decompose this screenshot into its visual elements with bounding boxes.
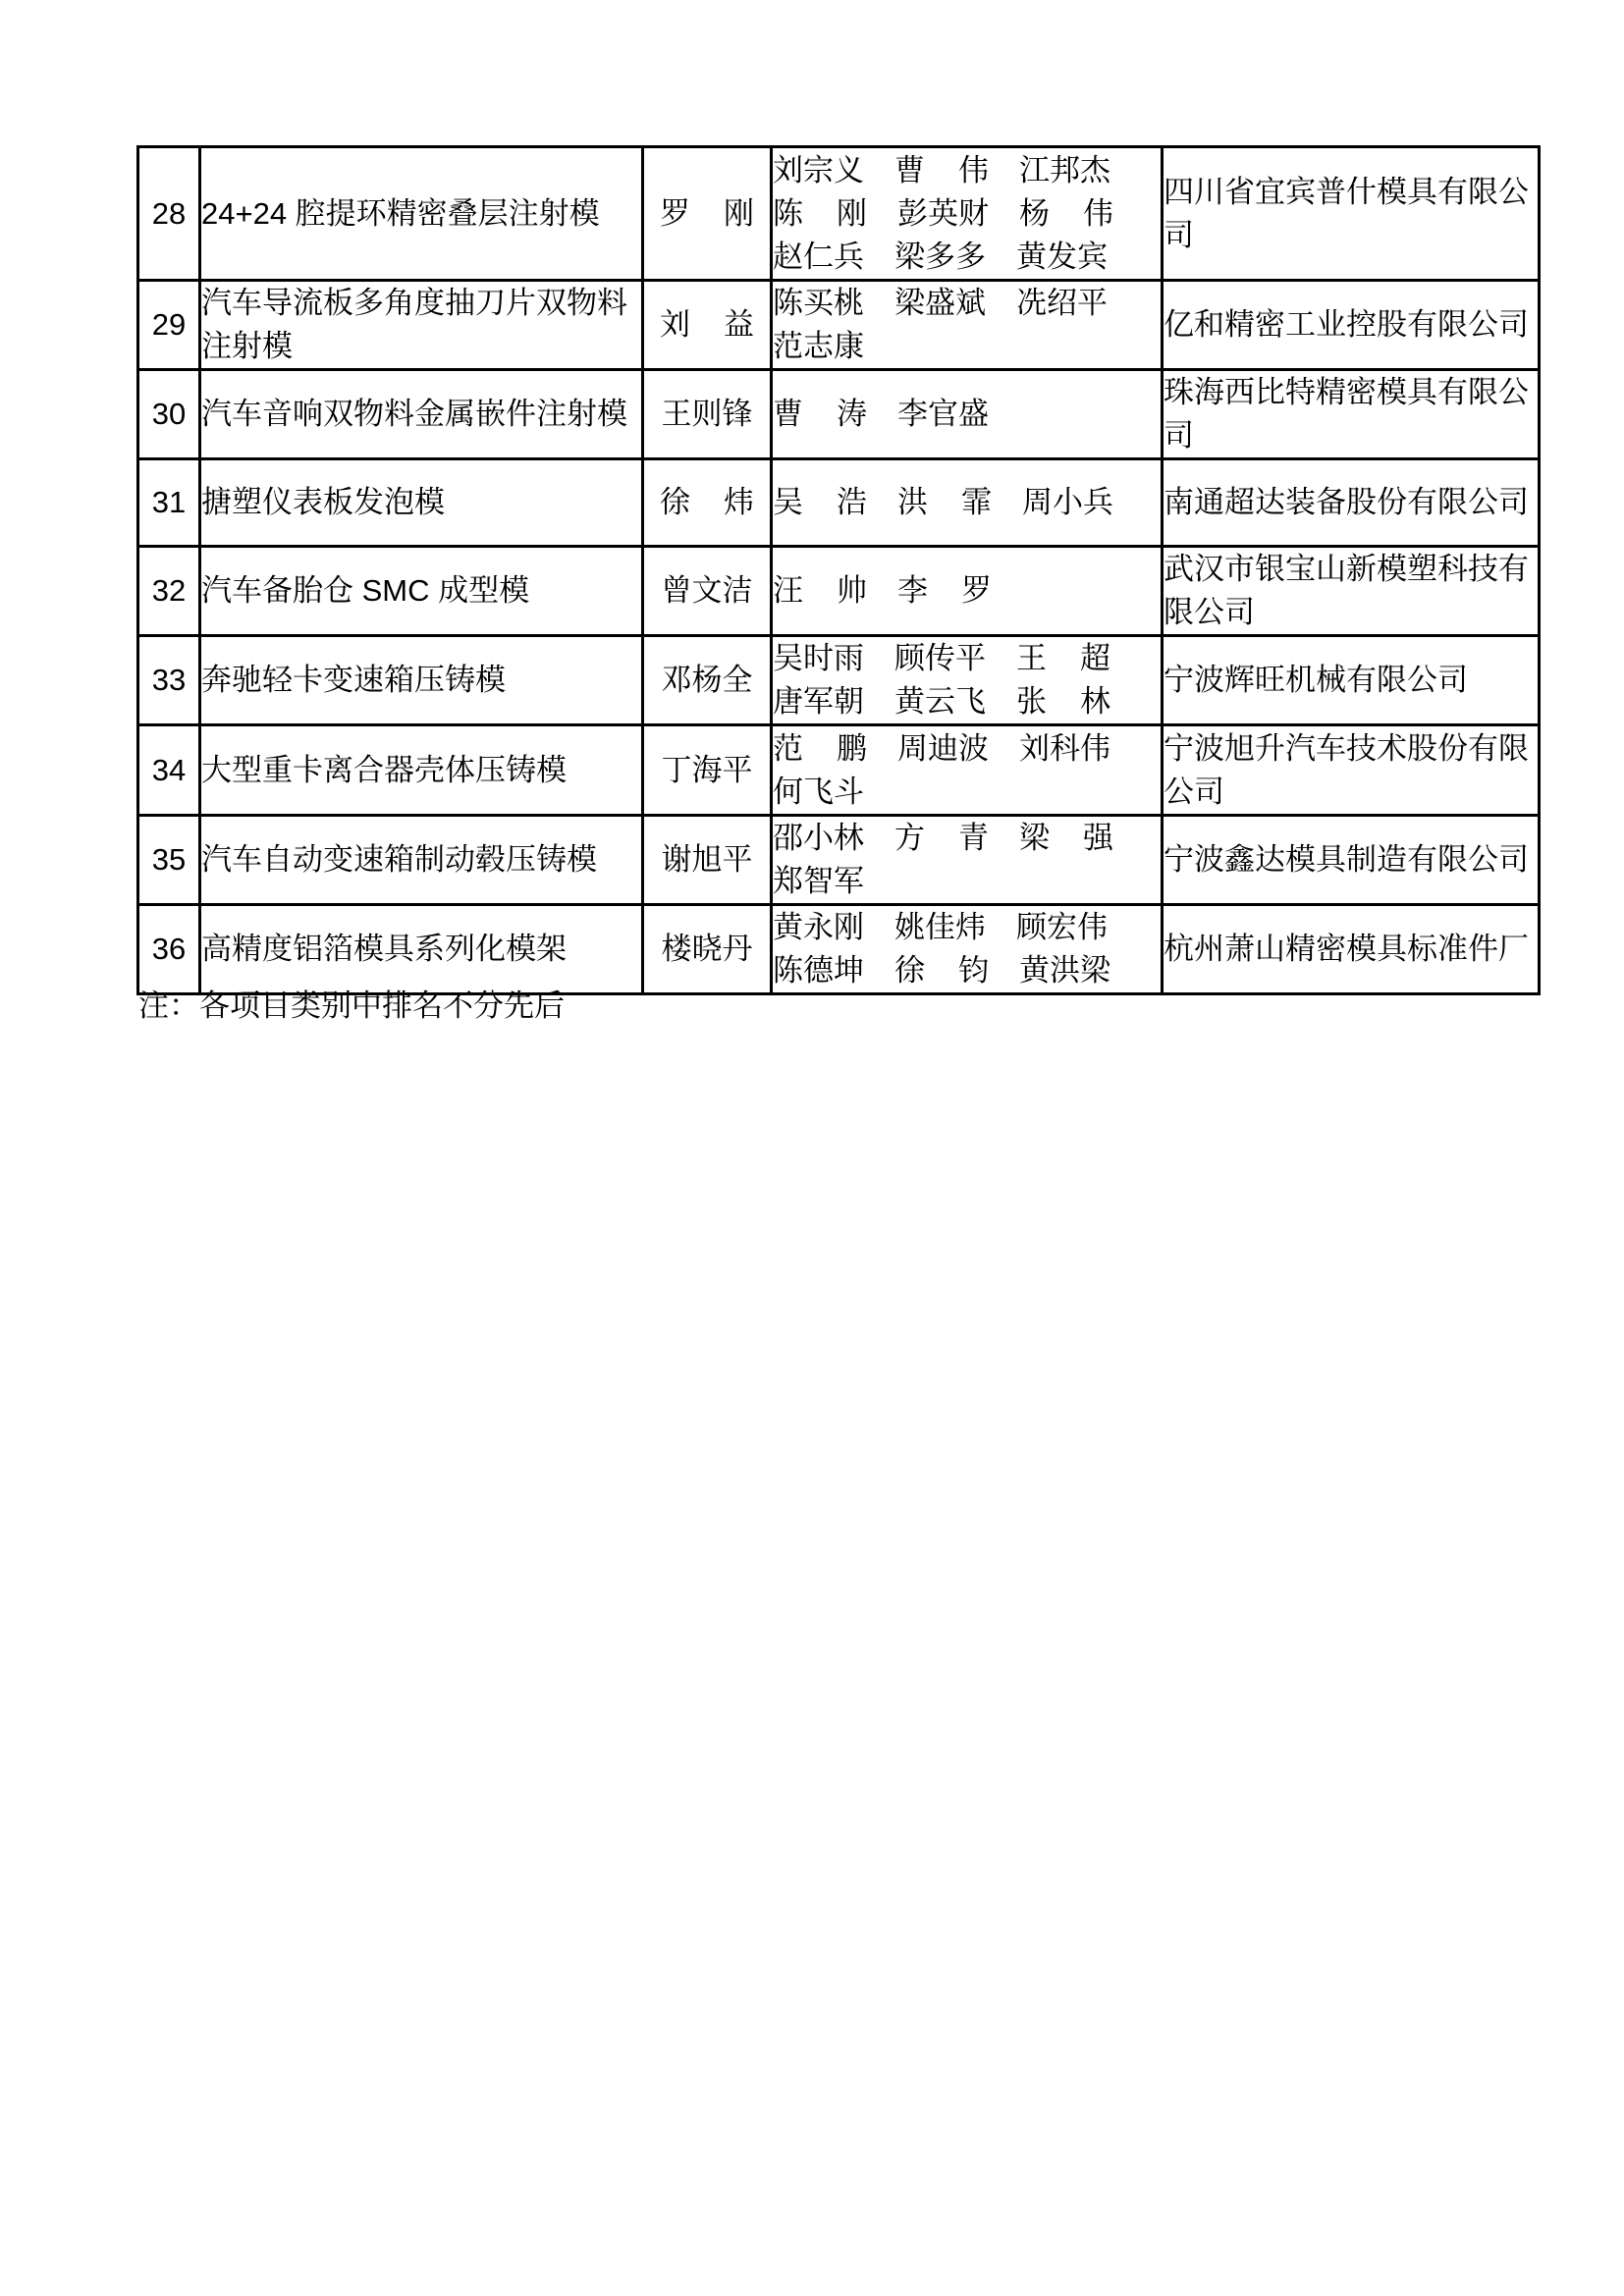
member-name: 何飞斗 <box>773 774 864 809</box>
member-name: 黄云飞 <box>894 684 986 719</box>
member-name: 刘宗义 <box>773 152 864 187</box>
project-name-cell: 汽车音响双物料金属嵌件注射模 <box>200 370 643 459</box>
member-line <box>773 393 1161 436</box>
member-name: 黄洪梁 <box>1019 953 1110 988</box>
member-line <box>773 680 1161 723</box>
row-number-cell: 30 <box>138 370 200 459</box>
leader-name: 丁海平 <box>661 752 753 787</box>
leader-name: 徐 炜 <box>660 485 754 519</box>
member-name: 张 林 <box>1016 684 1110 719</box>
row-number-cell: 28 <box>138 147 200 281</box>
leader-cell <box>643 725 772 816</box>
member-name: 汪 帅 <box>773 573 867 608</box>
row-number-cell: 33 <box>138 636 200 725</box>
company-cell: 杭州萧山精密模具标准件厂 <box>1163 905 1540 994</box>
company-cell: 武汉市银宝山新模塑科技有限公司 <box>1163 547 1540 636</box>
leader-name: 罗 刚 <box>660 195 754 231</box>
row-number-cell: 35 <box>138 816 200 905</box>
table-row <box>138 147 1540 281</box>
member-name: 梁多多 <box>894 239 986 274</box>
leader-cell <box>643 147 772 281</box>
member-name: 范 鹏 <box>773 730 867 766</box>
member-line <box>773 637 1161 680</box>
member-name: 李 罗 <box>897 573 992 608</box>
member-line <box>773 569 1161 613</box>
member-line <box>773 282 1161 325</box>
project-name-cell: 高精度铝箔模具系列化模架 <box>200 905 643 994</box>
member-name: 李官盛 <box>897 397 989 431</box>
members-cell <box>772 459 1163 547</box>
company-cell: 宁波鑫达模具制造有限公司 <box>1163 816 1540 905</box>
member-name: 陈买桃 <box>773 286 864 320</box>
member-line <box>773 906 1161 949</box>
award-projects-table-body <box>138 147 1540 994</box>
member-line <box>773 727 1161 771</box>
company-cell: 四川省宜宾普什模具有限公司 <box>1163 147 1540 281</box>
project-name-cell: 奔驰轻卡变速箱压铸模 <box>200 636 643 725</box>
company-cell: 宁波辉旺机械有限公司 <box>1163 636 1540 725</box>
leader-name: 邓杨全 <box>661 663 753 697</box>
leader-name: 刘 益 <box>660 307 754 342</box>
member-name: 郑智军 <box>773 864 864 898</box>
member-name: 彭英财 <box>897 195 989 231</box>
member-name: 黄永刚 <box>773 910 864 944</box>
company-cell: 珠海西比特精密模具有限公司 <box>1163 370 1540 459</box>
member-name: 吴 浩 <box>773 485 867 519</box>
member-name: 陈 刚 <box>773 195 867 231</box>
member-name: 王 超 <box>1016 641 1110 675</box>
row-number-cell: 34 <box>138 725 200 816</box>
members-cell <box>772 547 1163 636</box>
row-number-cell: 32 <box>138 547 200 636</box>
leader-name: 楼晓丹 <box>661 932 753 966</box>
members-cell <box>772 147 1163 281</box>
leader-cell <box>643 547 772 636</box>
table-row <box>138 816 1540 905</box>
members-cell <box>772 281 1163 370</box>
project-name-cell: 汽车自动变速箱制动毂压铸模 <box>200 816 643 905</box>
member-line <box>773 481 1161 524</box>
row-number-cell: 29 <box>138 281 200 370</box>
member-name: 曹 涛 <box>773 397 867 431</box>
member-line <box>773 149 1161 192</box>
member-name: 周小兵 <box>1022 485 1113 519</box>
company-cell: 亿和精密工业控股有限公司 <box>1163 281 1540 370</box>
member-name: 冼绍平 <box>1016 286 1108 320</box>
leader-cell <box>643 281 772 370</box>
members-cell <box>772 905 1163 994</box>
project-name-cell: 24+24 腔提环精密叠层注射模 <box>200 147 643 281</box>
member-name: 姚佳炜 <box>894 910 986 944</box>
leader-name: 王则锋 <box>661 397 753 431</box>
project-name-cell: 搪塑仪表板发泡模 <box>200 459 643 547</box>
row-number-cell: 31 <box>138 459 200 547</box>
table-row <box>138 905 1540 994</box>
row-number-cell: 36 <box>138 905 200 994</box>
member-name: 赵仁兵 <box>773 239 864 274</box>
member-line <box>773 192 1161 236</box>
table-row <box>138 725 1540 816</box>
member-name: 江邦杰 <box>1019 152 1110 187</box>
leader-name: 谢旭平 <box>661 842 753 877</box>
award-projects-table <box>136 145 1541 995</box>
member-name: 洪 霏 <box>897 485 992 519</box>
project-name-cell: 汽车导流板多角度抽刀片双物料注射模 <box>200 281 643 370</box>
member-name: 顾传平 <box>894 641 986 675</box>
member-name: 顾宏伟 <box>1016 910 1108 944</box>
member-line <box>773 949 1161 992</box>
leader-name: 曾文洁 <box>661 573 753 608</box>
member-name: 范志康 <box>773 329 864 363</box>
table-row <box>138 459 1540 547</box>
member-name: 邵小林 <box>773 821 864 855</box>
member-name: 梁 强 <box>1019 821 1113 855</box>
member-line <box>773 860 1161 903</box>
leader-cell <box>643 905 772 994</box>
member-name: 黄发宾 <box>1016 239 1108 274</box>
member-name: 周迪波 <box>897 730 989 766</box>
member-name: 刘科伟 <box>1019 730 1110 766</box>
company-cell: 宁波旭升汽车技术股份有限公司 <box>1163 725 1540 816</box>
table-row <box>138 370 1540 459</box>
member-name: 杨 伟 <box>1019 195 1113 231</box>
member-line <box>773 236 1161 279</box>
leader-cell <box>643 459 772 547</box>
members-cell <box>772 816 1163 905</box>
table-row <box>138 636 1540 725</box>
leader-cell <box>643 636 772 725</box>
member-line <box>773 817 1161 860</box>
leader-cell <box>643 816 772 905</box>
member-name: 陈德坤 <box>773 953 864 988</box>
member-name: 吴时雨 <box>773 641 864 675</box>
project-name-cell: 大型重卡离合器壳体压铸模 <box>200 725 643 816</box>
members-cell <box>772 370 1163 459</box>
footnote: 注：各项目类别中排名不分先后 <box>138 988 565 1023</box>
member-name: 梁盛斌 <box>894 286 986 320</box>
member-name: 曹 伟 <box>894 152 989 187</box>
company-cell: 南通超达装备股份有限公司 <box>1163 459 1540 547</box>
members-cell <box>772 725 1163 816</box>
project-name-cell: 汽车备胎仓 SMC 成型模 <box>200 547 643 636</box>
members-cell <box>772 636 1163 725</box>
member-line <box>773 325 1161 368</box>
member-name: 徐 钧 <box>894 953 989 988</box>
member-name: 方 青 <box>894 821 989 855</box>
member-line <box>773 771 1161 814</box>
member-name: 唐军朝 <box>773 684 864 719</box>
table-row <box>138 281 1540 370</box>
table-row <box>138 547 1540 636</box>
leader-cell <box>643 370 772 459</box>
